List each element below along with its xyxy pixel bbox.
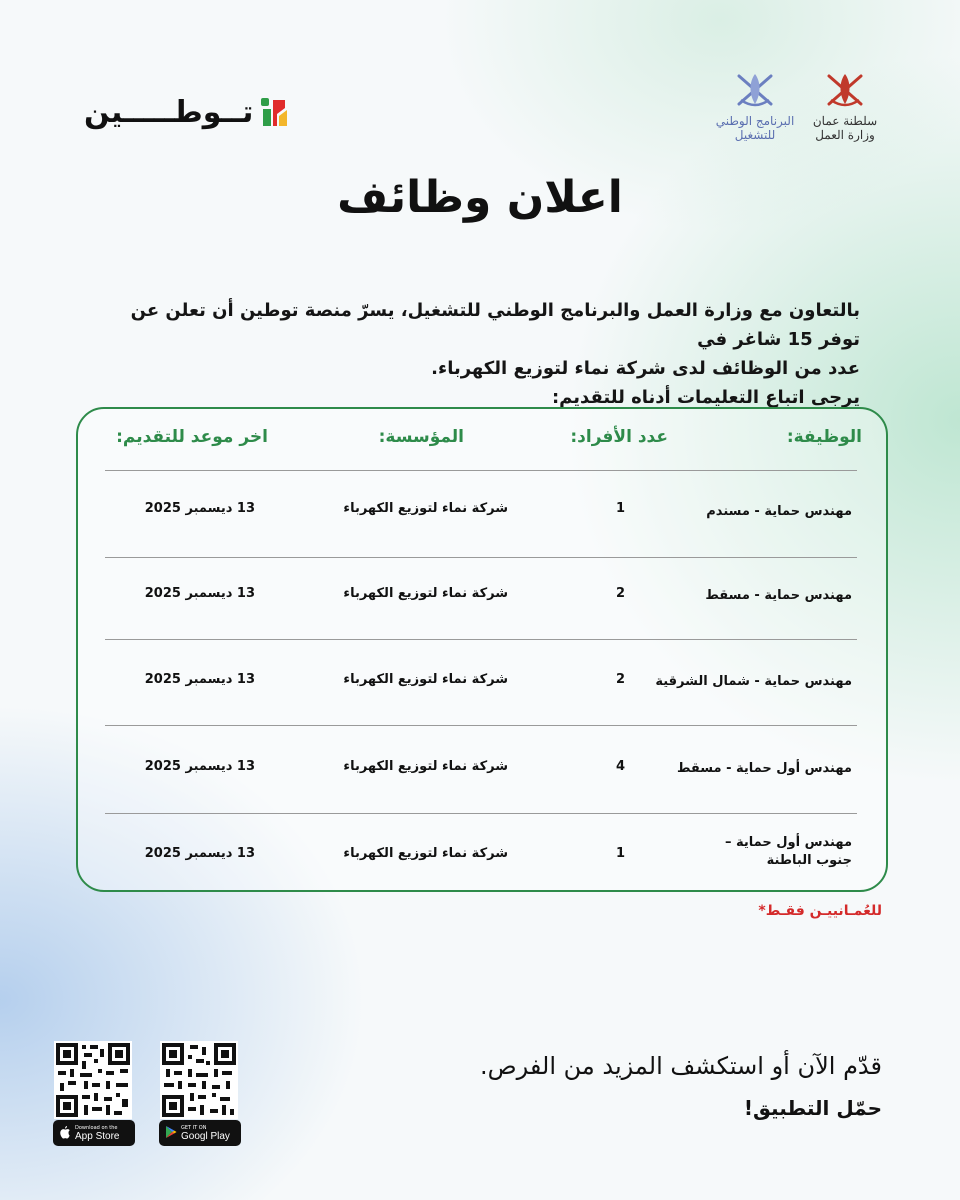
cta-text: قدّم الآن أو استكشف المزيد من الفرص. <box>480 1052 882 1080</box>
table-cell-count: 2 <box>615 672 625 687</box>
appstore-qr-code[interactable] <box>54 1041 132 1119</box>
table-cell-deadline: 13 ديسمبر 2025 <box>144 586 255 601</box>
row-divider <box>105 813 857 814</box>
table-cell-company: شركة نماء لتوزيع الكهرباء <box>343 672 508 687</box>
row-divider <box>105 639 857 640</box>
download-app-text: حمّل التطبيق! <box>743 1096 882 1120</box>
omanis-only-note: للعُمـانييـن فقـط* <box>758 903 882 919</box>
apple-icon <box>59 1124 71 1143</box>
row-divider <box>105 725 857 726</box>
header-company: المؤسسة: <box>378 427 464 447</box>
table-cell-job: مهندس حماية - شمال الشرقية <box>655 674 852 689</box>
table-cell-job: مهندس أول حماية - مسقط <box>677 761 852 776</box>
ministry-caption: سلطنة عمان وزارة العمل <box>812 114 878 142</box>
header-deadline: اخر موعد للتقديم: <box>116 427 268 447</box>
brand-logo <box>84 92 289 132</box>
intro-line: بالتعاون مع وزارة العمل والبرنامج الوطني للتشغيل، يسرّ منصة توطين أن تعلن عن توفر 15 شاغر في <box>130 300 860 350</box>
table-cell-job: مهندس حماية - مسندم <box>706 504 852 519</box>
googleplay-small-text: GET IT ON <box>181 1124 207 1131</box>
table-cell-deadline: 13 ديسمبر 2025 <box>144 759 255 774</box>
googleplay-big-text: Googl Play <box>181 1130 230 1142</box>
page-title: اعلان وظائف <box>337 172 623 223</box>
header-job: الوظيفة: <box>786 427 862 447</box>
brand-mark-icon <box>259 96 289 128</box>
program-emblem-icon <box>733 70 777 110</box>
program-caption: البرنامج الوطني للتشغيل <box>715 114 795 142</box>
appstore-small-text: Download on the <box>75 1124 118 1131</box>
table-cell-count: 1 <box>615 501 625 516</box>
table-cell-job: مهندس أول حماية – جنوب الباطنة <box>724 835 852 868</box>
table-cell-deadline: 13 ديسمبر 2025 <box>144 846 255 861</box>
row-divider <box>105 557 857 558</box>
jobs-table-card <box>76 407 888 892</box>
table-cell-deadline: 13 ديسمبر 2025 <box>144 501 255 516</box>
table-cell-company: شركة نماء لتوزيع الكهرباء <box>343 501 508 516</box>
table-cell-deadline: 13 ديسمبر 2025 <box>144 672 255 687</box>
header-count: عدد الأفراد: <box>570 427 668 447</box>
googleplay-qr-code[interactable] <box>160 1041 238 1119</box>
google-play-badge[interactable] <box>159 1120 241 1146</box>
oman-emblem-icon <box>823 70 867 110</box>
intro-line: عدد من الوظائف لدى شركة نماء لتوزيع الكهرباء. <box>431 358 860 379</box>
table-cell-count: 1 <box>615 846 625 861</box>
row-divider <box>105 470 857 471</box>
intro-line: يرجى اتباع التعليمات أدناه للتقديم: <box>551 387 860 408</box>
table-cell-company: شركة نماء لتوزيع الكهرباء <box>343 586 508 601</box>
google-play-icon <box>165 1124 177 1143</box>
intro-text <box>100 296 860 412</box>
brand-name: تــوطـــــين <box>84 94 254 130</box>
appstore-big-text: App Store <box>75 1130 120 1142</box>
app-store-badge[interactable] <box>53 1120 135 1146</box>
table-cell-company: شركة نماء لتوزيع الكهرباء <box>343 846 508 861</box>
table-cell-job: مهندس حماية - مسقط <box>705 588 852 603</box>
table-cell-count: 2 <box>615 586 625 601</box>
table-cell-company: شركة نماء لتوزيع الكهرباء <box>343 759 508 774</box>
ministry-of-labour-logo <box>800 70 890 142</box>
table-cell-count: 4 <box>615 759 625 774</box>
national-employment-program-logo <box>700 70 810 142</box>
